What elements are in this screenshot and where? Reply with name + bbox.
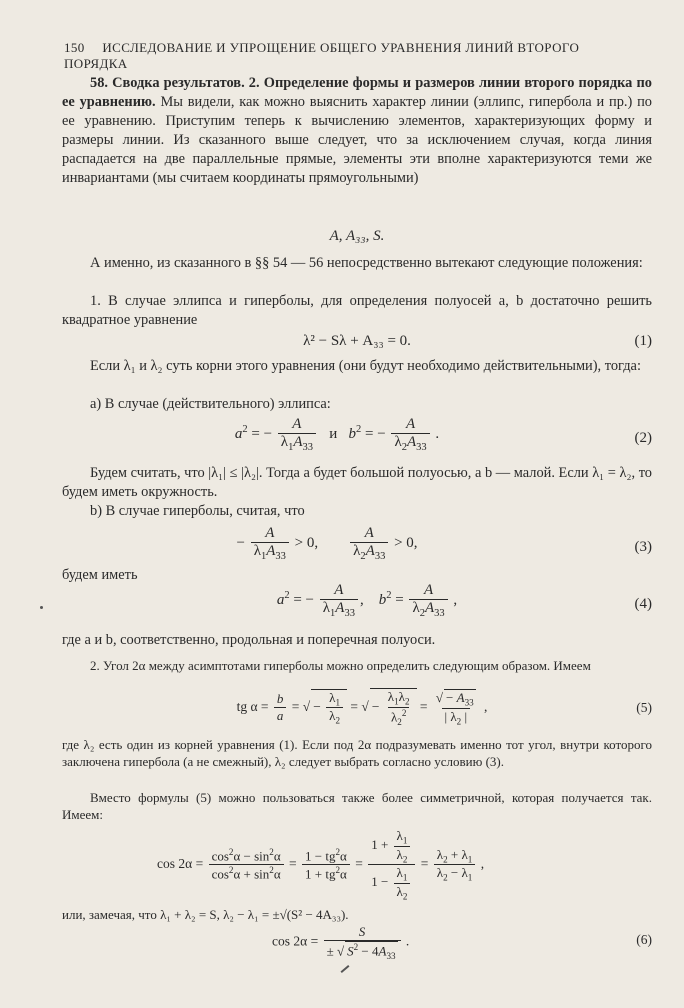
paragraph-we-have: будем иметь	[62, 567, 138, 583]
equation-3: − $\frac{A}{\lambda_1A_{33}}$ > 0, $\frac{A}{\lambda_2A_{33}}$ > 0, (3)	[236, 525, 652, 562]
equation-6: cos 2α = $\frac{S}{\pm √ S^2 - 4A_{33}}$ . (6)	[272, 924, 652, 961]
page-mark	[341, 965, 350, 973]
paragraph-ellipse-case: а) В случае (действительного) эллипса:	[90, 396, 331, 412]
invariants-line: A, A₃₃, S.	[329, 228, 385, 244]
section-heading: 58. Сводка результатов. 2. Определение формы и размеров линии второго порядка по ее уравнению.	[62, 75, 652, 110]
equation-1	[62, 333, 652, 350]
equation-cos: cos 2α = $\frac{\cos^2\alpha - \sin^2\alpha}{\cos^2\alpha + \sin^2\alpha}$ = $\frac{1 - tg^2\alpha}{1 + tg^2\alpha}$ = 1 + $\frac{\lambda_1}{\lambda_2}$ 1 − $\frac{\lambda_1}{\lambda_2}$ = $\frac{\lambda_2 + \lambda_1}{\lambda_2 - \lambda_1}$ ,	[157, 828, 485, 902]
page-number: 150	[64, 40, 85, 55]
section-intro	[62, 74, 652, 188]
paragraph-asymptote-angle: 2. Угол 2α между асимптотами гиперболы можно определить следующим образом. Имеем	[90, 658, 591, 673]
equation-5: tg α = $\frac{b}{a}$ = √ − $\frac{\lambda_1}{\lambda_2}$ = √ − $\frac{\lambda_1\lambda_2}{\lambda_2^2}$ = $\frac{√ - A_{33}}{| \lambda_2 |}$ , (5)	[236, 689, 652, 727]
equation-1-body: λ² − Sλ + A₃₃ = 0.	[303, 333, 411, 349]
running-header	[64, 40, 634, 72]
paragraph-lambda2-choice: где λ₂ есть один из корней уравнения (1). Если под 2α подразумевать именно тот угол, внутри которого заключена гипербола (а не смежный), λ₂ следует выбрать согласно условию (3).	[62, 737, 652, 769]
paragraph-or-noting: или, замечая, что λ₁ + λ₂ = S, λ₂ − λ₁ = ±√(S² − 4A₃₃).	[62, 907, 349, 922]
equation-3-number: (3)	[634, 539, 652, 555]
equation-5-number: (5)	[636, 700, 652, 715]
paragraph-roots: Если λ₁ и λ₂ суть корни этого уравнения (они будут необходимо действительными), тогда:	[90, 358, 641, 374]
equation-4: $a^2$ = − $\frac{A}{\lambda_1A_{33}}$ , $b^2$ = $\frac{A}{\lambda_2A_{33}}$ , (4)	[276, 582, 652, 619]
equation-2: $a^2$ = − $\frac{A}{\lambda_1A_{33}}$ и $b^2$ = − $\frac{A}{\lambda_2A_{33}}$ . (2)	[234, 416, 652, 453]
paragraph-hyperbola-case: b) В случае гиперболы, считая, что	[90, 503, 305, 519]
paragraph-major-axis: Будем считать, что |λ₁| ≤ |λ₂|. Тогда a будет большой полуосью, а b — малой. Если λ₁ = λ₂, то будем иметь окружность.	[62, 465, 652, 500]
paragraph-axes-meaning: где a и b, соответственно, продольная и поперечная полуоси.	[62, 632, 436, 648]
running-title: ИССЛЕДОВАНИЕ И УПРОЩЕНИЕ ОБЩЕГО УРАВНЕНИЯ ЛИНИЙ ВТОРОГО ПОРЯДКА	[64, 40, 580, 71]
intro-text: Мы видели, как можно выяснить характер линии (эллипс, гипербола и пр.) по ее уравнению. Приступим теперь к вычислению элементов, характеризующих форму и размеры линии. Из сказанного выше следует, что за исключением случая, когда линия распадается на две параллельные прямые, элементы эти вполне характеризуются теми же инвариантами (мы считаем координаты прямоугольными)	[62, 94, 652, 186]
page-speck	[40, 606, 43, 609]
equation-4-number: (4)	[634, 596, 652, 612]
equation-1-number: (1)	[634, 333, 652, 349]
paragraph-1: 1. В случае эллипса и гиперболы, для определения полуосей a, b достаточно решить квадратное уравнение	[62, 293, 652, 328]
paragraph-symmetric-formula: Вместо формулы (5) можно пользоваться также более симметричной, которая получается так. Имеем:	[62, 790, 652, 822]
equation-2-number: (2)	[634, 430, 652, 446]
equation-6-number: (6)	[636, 932, 652, 947]
paragraph-reference: А именно, из сказанного в §§ 54 — 56 непосредственно вытекают следующие положения:	[90, 255, 643, 271]
